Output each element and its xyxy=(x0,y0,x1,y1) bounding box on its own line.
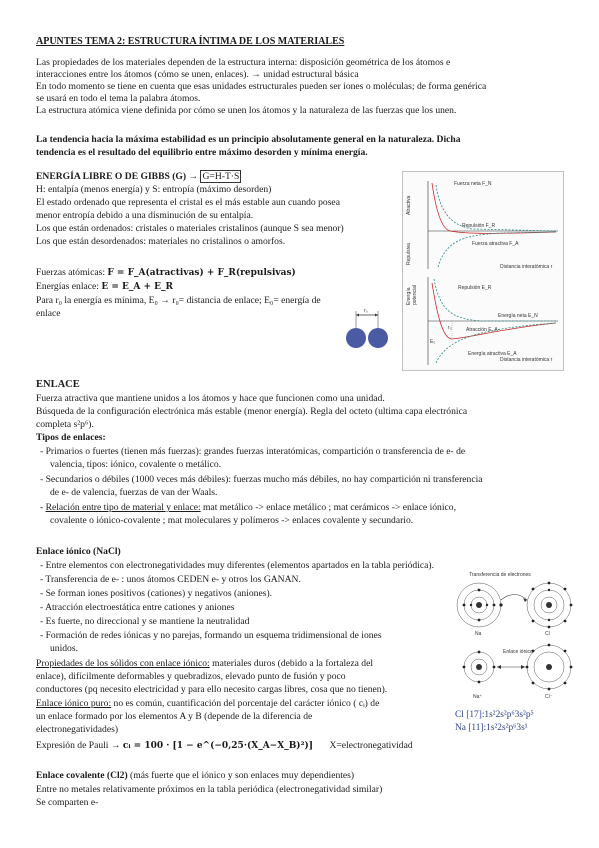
svg-text:Na: Na xyxy=(475,631,482,637)
svg-text:Repulsión E_R: Repulsión E_R xyxy=(458,285,492,291)
list-item: - Es fuerte, no direccional y se mantiene la neutralidad xyxy=(40,616,250,627)
svg-text:Energía atractiva E_A: Energía atractiva E_A xyxy=(468,351,517,357)
force-energy-graph xyxy=(402,171,564,371)
svg-text:Repulsiva: Repulsiva xyxy=(406,243,412,265)
principle-line-1: La tendencia hacia la máxima estabilidad es un principio absolutamente general en la naturaleza. Dicha xyxy=(36,134,461,145)
na-atom xyxy=(457,583,503,627)
list-item: - Secundarios o débiles (1000 veces más débiles): fuerzas mucho más débiles, no hay compartición ni transferencia xyxy=(40,474,483,485)
list-item: - Primarios o fuertes (tienen más fuerzas): grandes fuerzas interatómicas, compartición o transferencia de e- de xyxy=(40,446,466,457)
r0-line-1: Para r₀ la energía es mínima, E₀ → r₀= distancia de enlace; E₀= energía de xyxy=(36,295,321,306)
svg-text:Atractiva: Atractiva xyxy=(406,195,412,215)
tipos-heading: Tipos de enlaces: xyxy=(36,432,106,443)
intro-line-5: La estructura atómica viene definida por cómo se unen los átomos y la naturaleza de las fuerzas que los unen. xyxy=(36,105,457,116)
ionic-props-line-2: enlace), difícilmente deformables y quebradizos, elevado punto de fusión y poco xyxy=(36,671,346,682)
enlace-line-2: Búsqueda de la configuración electrónica más estable (menor energía). Regla del octeto (ultima capa electrónica xyxy=(36,406,468,417)
list-item-cont: de e- de valencia, fuerzas de van der Waals. xyxy=(50,487,218,498)
svg-text:E₀: E₀ xyxy=(430,339,436,345)
svg-text:Energía: Energía xyxy=(406,287,412,305)
svg-text:Enlace iónico: Enlace iónico xyxy=(503,649,533,655)
energy-line xyxy=(36,281,173,293)
gibbs-formula: G=H-T·S xyxy=(202,171,240,182)
enlace-line-3: completa s²p⁶). xyxy=(36,419,94,430)
list-item: - Formación de redes iónicas y no parejas, formando un esquema tridimensional de iones xyxy=(40,630,382,641)
list-item: - Transferencia de e- : unos átomos CEDEN e- y otros los GANAN. xyxy=(40,574,301,585)
list-item: - Atracción electroestática entre cationes y aniones xyxy=(40,602,235,613)
gibbs-line-3: menor entropía debido a una disminución de su entalpía. xyxy=(36,210,254,221)
gibbs-line-4: Los que están ordenados: cristales o materiales cristalinos (aunque S sea menor) xyxy=(36,223,344,234)
energy-label: Energías enlace: xyxy=(36,281,102,292)
na-electron-config: Na [11]:1s²2s²p⁶3s¹ xyxy=(455,723,528,733)
ionic-pure-line-3: electronegatividades) xyxy=(36,724,119,735)
intro-line-1: Las propiedades de los materiales dependen de la estructura interna: disposición geométrica de los átomos e xyxy=(36,57,451,68)
r0-spheres-figure xyxy=(342,306,394,352)
list-item-cont: covalente o iónico-covalente ; mat moleculares y polímeros -> enlaces covalente y secundario. xyxy=(50,515,414,526)
cl-electron-config: Cl [17]:1s²2s²p⁶3s²p⁵ xyxy=(455,710,534,720)
ionic-props-line-1: Propiedades de los sólidos con enlace iónico: materiales duros (debido a la fortaleza del xyxy=(36,658,374,669)
ionic-pure-line-2: un enlace formado por los elementos A y B (depende de la diferencia de xyxy=(36,711,313,722)
gibbs-line-1: H: entalpía (menos energía) y S: entropía (máximo desorden) xyxy=(36,184,272,195)
list-item: - Entre elementos con electronegatividades muy diferentes (elementos apartados en la tabla periódica). xyxy=(40,560,434,571)
atom-sphere-left xyxy=(346,328,366,348)
enlace-line-1: Fuerza atractiva que mantiene unidos a los átomos y hace que funcionen como una unidad. xyxy=(36,393,385,404)
svg-text:Cl⁻: Cl⁻ xyxy=(545,694,553,700)
forces-label: Fuerzas atómicas: xyxy=(36,267,108,278)
svg-text:Repulsión F_R: Repulsión F_R xyxy=(462,223,496,229)
svg-text:Distancia interatómica r: Distancia interatómica r xyxy=(500,264,553,270)
gibbs-line-2: El estado ordenado que representa el cristal es el más estable aun cuando posea xyxy=(36,197,340,208)
gibbs-line-5: Los que están desordenados: materiales no cristalinos o amorfos. xyxy=(36,236,286,247)
atom-sphere-right xyxy=(368,328,388,348)
na-ion xyxy=(463,651,496,684)
svg-text:Fuerza atractiva F_A: Fuerza atractiva F_A xyxy=(472,241,519,247)
svg-text:Distancia interatómica r: Distancia interatómica r xyxy=(500,357,553,363)
covalent-heading: Enlace covalente (Cl2) xyxy=(36,770,128,781)
ionic-props-line-3: conductores (pq necesito electricidad y para ello necesito cargas libres, cosa que no tienen). xyxy=(36,684,388,695)
cl-atom xyxy=(527,582,572,629)
svg-text:Na⁺: Na⁺ xyxy=(473,694,483,700)
svg-text:Cl: Cl xyxy=(545,631,550,637)
forces-line xyxy=(36,267,296,279)
svg-text:Transferencia de electrones: Transferencia de electrones xyxy=(469,572,531,578)
energy-formula: E = E_A + E_R xyxy=(101,282,174,292)
gibbs-heading: ENERGÍA LIBRE O DE GIBBS (G) → xyxy=(36,171,199,182)
list-item: - Se forman iones positivos (cationes) y negativos (aniones). xyxy=(40,588,273,599)
list-item-cont: unidos. xyxy=(50,643,78,654)
pauling-line: Expresión de Pauli → cᵢ = 100 · [1 − e^(−0,25·(X_A−X_B)²)] X=electronegatividad xyxy=(36,740,413,751)
principle-line-2: tendencia es el resultado del equilibrio entre máximo desorden y mínima energía. xyxy=(36,147,368,158)
intro-line-2: interacciones entre los átomos (cómo se unen, enlaces). → unidad estructural básica xyxy=(36,69,359,80)
electron-transfer-figure xyxy=(455,567,575,707)
list-item-cont: valencia, tipos: iónico, covalente o metálico. xyxy=(50,459,222,470)
transfer-arrow xyxy=(501,595,527,601)
svg-text:potencial: potencial xyxy=(412,284,418,305)
list-item: - Relación entre tipo de material y enlace: mat metálico -> enlace metálico ; mat cerámicos -> enlace iónico, xyxy=(40,502,456,513)
covalent-line-1: Entre no metales relativamente próximos en la tabla periódica (electronegatividad similar) xyxy=(36,784,383,795)
forces-formula: F = F_A(atractivas) + F_R(repulsivas) xyxy=(107,268,296,278)
svg-text:Atracción E_A: Atracción E_A xyxy=(466,327,498,333)
pauling-x-note: X=electronegatividad xyxy=(329,740,413,751)
svg-text:Fuerza neta F_N: Fuerza neta F_N xyxy=(454,181,492,187)
intro-line-3: En todo momento se tiene en cuenta que esas unidades estructurales pueden ser iones o moléculas; de forma genérica xyxy=(36,81,487,92)
pauling-formula: cᵢ = 100 · [1 − e^(−0,25·(X_A−X_B)²)] xyxy=(122,741,314,751)
enlace-heading: ENLACE xyxy=(36,379,80,390)
document-title: APUNTES TEMA 2: ESTRUCTURA ÍNTIMA DE LOS MATERIALES xyxy=(36,36,345,47)
svg-text:Energía neta E_N: Energía neta E_N xyxy=(498,313,538,319)
r0-label: r₀ xyxy=(364,308,368,314)
ionic-heading: Enlace iónico (NaCl) xyxy=(36,546,121,557)
gibbs-heading-line xyxy=(36,171,241,183)
covalent-heading-line: Enlace covalente (Cl2) (más fuerte que el iónico y son enlaces muy dependientes) xyxy=(36,770,355,781)
svg-text:r₀: r₀ xyxy=(448,325,452,331)
covalent-line-2: Se comparten e- xyxy=(36,797,99,808)
ionic-pure-line-1: Enlace iónico puro: no es común, cuantificación del porcentaje del carácter iónico ( cᵢ) de xyxy=(36,698,380,709)
r0-line-2: enlace xyxy=(36,308,61,319)
intro-line-4: se usará en todo el tema la palabra átomos. xyxy=(36,93,201,104)
